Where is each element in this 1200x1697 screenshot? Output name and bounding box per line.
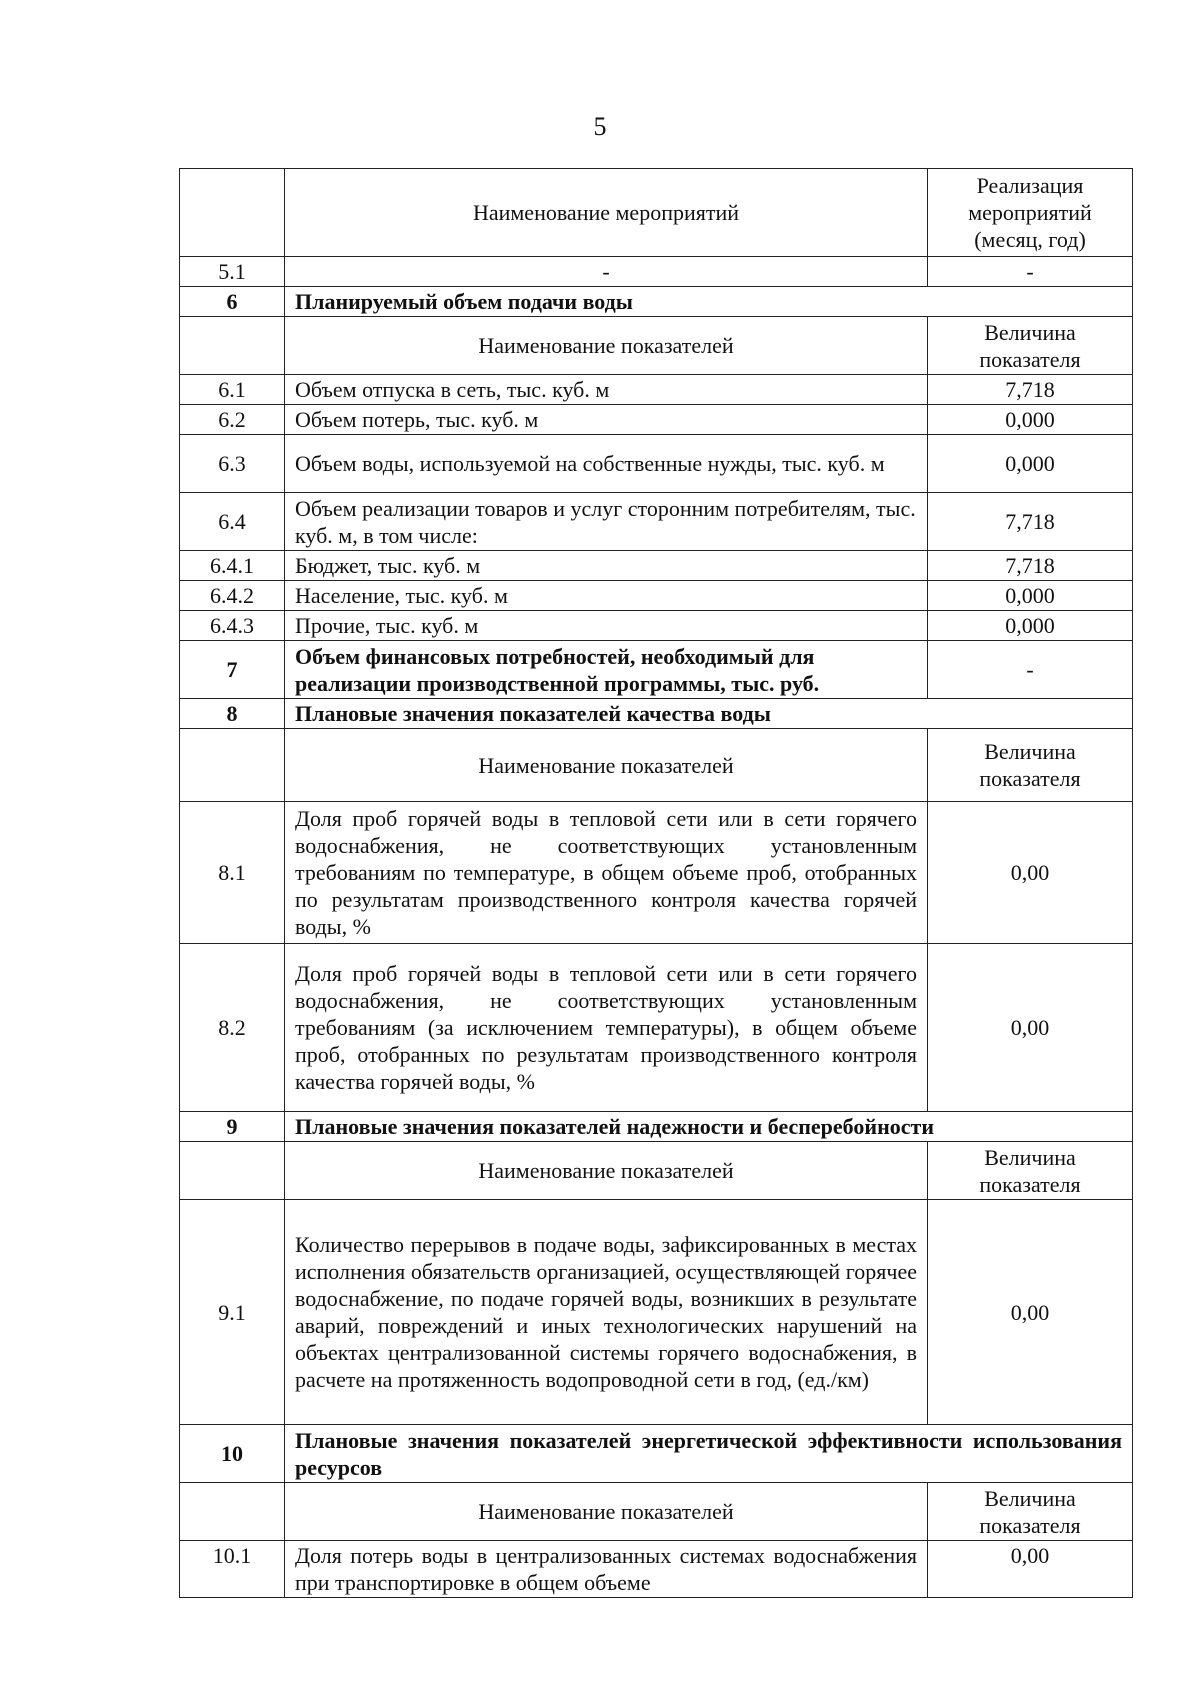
indicators-header-row	[180, 729, 1133, 802]
table-row	[180, 551, 1133, 581]
header-num-cell	[180, 169, 285, 257]
table-row	[180, 257, 1133, 287]
row-number: 10.1	[180, 1541, 285, 1598]
row-value: 7,718	[928, 375, 1133, 405]
row-number: 6.4.2	[180, 581, 285, 611]
table-row	[180, 435, 1133, 493]
row-number: 8.2	[180, 944, 285, 1112]
page-number: 5	[593, 112, 607, 141]
row-number: 9.1	[180, 1200, 285, 1425]
section-title: Плановые значения показателей энергетической эффективности использования ресурсов	[285, 1425, 1133, 1483]
measures-header-timing: Реализация мероприятий (месяц, год)	[928, 169, 1133, 257]
row-value: 0,00	[928, 1200, 1133, 1425]
row-name: Объем потерь, тыс. куб. м	[285, 405, 928, 435]
indicators-header-row	[180, 1142, 1133, 1200]
indicators-header-row	[180, 1483, 1133, 1541]
table-row	[180, 802, 1133, 944]
row-name: Объем отпуска в сеть, тыс. куб. м	[285, 375, 928, 405]
row-name: Объем реализации товаров и услуг сторонним потребителям, тыс. куб. м, в том числе:	[285, 493, 928, 551]
indicators-header-name: Наименование показателей	[285, 317, 928, 375]
row-number: 6.4.1	[180, 551, 285, 581]
table-row	[180, 493, 1133, 551]
table-row	[180, 581, 1133, 611]
header-num-cell	[180, 729, 285, 802]
row-value: 0,000	[928, 405, 1133, 435]
section-title-row	[180, 287, 1133, 317]
section-title: Объем финансовых потребностей, необходимый для реализации производственной программы, тыс. руб.	[285, 641, 928, 699]
table-row	[180, 375, 1133, 405]
section-title-row	[180, 641, 1133, 699]
row-value: 0,000	[928, 435, 1133, 493]
indicators-header-value: Величина показателя	[928, 317, 1133, 375]
row-value: 0,00	[928, 1541, 1133, 1598]
row-value: 0,000	[928, 581, 1133, 611]
section-number: 9	[180, 1112, 285, 1142]
row-number: 6.2	[180, 405, 285, 435]
row-value: 0,00	[928, 802, 1133, 944]
row-name: Прочие, тыс. куб. м	[285, 611, 928, 641]
row-name: Доля потерь воды в централизованных системах водоснабжения при транспортировке в общем объеме	[285, 1541, 928, 1598]
measures-header-name: Наименование мероприятий	[285, 169, 928, 257]
table-row	[180, 405, 1133, 435]
row-value: 7,718	[928, 551, 1133, 581]
indicators-header-value: Величина показателя	[928, 1483, 1133, 1541]
row-value: -	[928, 257, 1133, 287]
header-num-cell	[180, 1483, 285, 1541]
table-row	[180, 1200, 1133, 1425]
row-number: 8.1	[180, 802, 285, 944]
section-number: 7	[180, 641, 285, 699]
section-title-row	[180, 1425, 1133, 1483]
section-number: 6	[180, 287, 285, 317]
row-number: 6.1	[180, 375, 285, 405]
table-row	[180, 611, 1133, 641]
row-value: 7,718	[928, 493, 1133, 551]
row-number: 6.3	[180, 435, 285, 493]
row-name: Объем воды, используемой на собственные нужды, тыс. куб. м	[285, 435, 928, 493]
row-name: Доля проб горячей воды в тепловой сети или в сети горячего водоснабжения, не соответствующих установленным требованиям (за исключением температуры), в общем объеме проб, отобранных по результатам производственного контроля качества горячей воды, %	[285, 944, 928, 1112]
section-number: 8	[180, 699, 285, 729]
program-table	[179, 168, 1133, 1598]
table-row	[180, 1541, 1133, 1598]
section-value: -	[928, 641, 1133, 699]
header-num-cell	[180, 1142, 285, 1200]
indicators-header-value: Величина показателя	[928, 1142, 1133, 1200]
indicators-header-value: Величина показателя	[928, 729, 1133, 802]
section-title: Планируемый объем подачи воды	[285, 287, 1133, 317]
row-name: Доля проб горячей воды в тепловой сети или в сети горячего водоснабжения, не соответствующих установленным требованиям по температуре, в общем объеме проб, отобранных по результатам производственного контроля качества горячей воды, %	[285, 802, 928, 944]
indicators-header-name: Наименование показателей	[285, 1483, 928, 1541]
measures-header-row	[180, 169, 1133, 257]
indicators-header-row	[180, 317, 1133, 375]
section-title: Плановые значения показателей качества воды	[285, 699, 1133, 729]
row-name: Бюджет, тыс. куб. м	[285, 551, 928, 581]
row-name: Население, тыс. куб. м	[285, 581, 928, 611]
row-value: 0,000	[928, 611, 1133, 641]
row-number: 6.4	[180, 493, 285, 551]
header-num-cell	[180, 317, 285, 375]
row-value: 0,00	[928, 944, 1133, 1112]
section-title-row	[180, 1112, 1133, 1142]
indicators-header-name: Наименование показателей	[285, 729, 928, 802]
section-title: Плановые значения показателей надежности и бесперебойности	[285, 1112, 1133, 1142]
row-name: Количество перерывов в подаче воды, зафиксированных в местах исполнения обязательств организацией, осуществляющей горячее водоснабжение, по подаче горячей воды, возникших в результате аварий, повреждений и иных технологических нарушений на объектах централизованной системы горячего водоснабжения, в расчете на протяженность водопроводной сети в год, (ед./км)	[285, 1200, 928, 1425]
table-row	[180, 944, 1133, 1112]
section-number: 10	[180, 1425, 285, 1483]
section-title-row	[180, 699, 1133, 729]
row-name: -	[285, 257, 928, 287]
indicators-header-name: Наименование показателей	[285, 1142, 928, 1200]
row-number: 5.1	[180, 257, 285, 287]
row-number: 6.4.3	[180, 611, 285, 641]
